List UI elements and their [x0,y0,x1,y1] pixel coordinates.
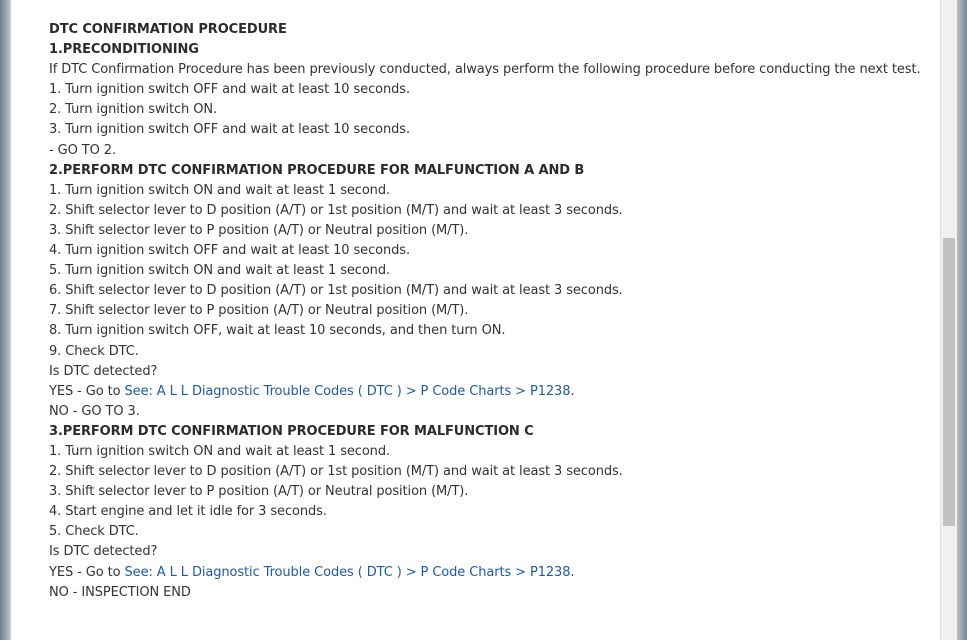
section-2-question: Is DTC detected? [49,363,158,379]
section-3-step: 2. Shift selector lever to D position (A/T) or 1st position (M/T) and wait at least 3 seconds. [49,464,623,480]
yes-suffix: . [570,383,575,399]
section-3-step: 5. Check DTC. [49,524,139,540]
section-3-step: 3. Shift selector lever to P position (A/T) or Neutral position (M/T). [49,484,469,500]
vertical-scrollbar[interactable] [940,0,958,640]
section-2-heading: 2.PERFORM DTC CONFIRMATION PROCEDURE FOR MALFUNCTION A AND B [49,162,585,178]
scrollbar-thumb[interactable] [943,238,955,526]
dtc-p1238-link[interactable]: See: A L L Diagnostic Trouble Codes ( DTC ) > P Code Charts > P1238 [124,383,571,399]
section-3-heading: 3.PERFORM DTC CONFIRMATION PROCEDURE FOR MALFUNCTION C [49,423,534,439]
section-1-heading: 1.PRECONDITIONING [49,42,199,58]
section-1-goto: - GO TO 2. [49,142,116,158]
section-3-question: Is DTC detected? [49,544,158,560]
section-1-step: 3. Turn ignition switch OFF and wait at least 10 seconds. [49,122,410,138]
yes-suffix: . [570,564,575,580]
section-2-no: NO - GO TO 3. [49,403,140,419]
section-2-yes-line [49,382,934,402]
procedure-content [49,20,934,603]
yes-prefix: YES - Go to [49,564,125,580]
section-2-step: 4. Turn ignition switch OFF and wait at least 10 seconds. [49,243,410,259]
section-1-step: 2. Turn ignition switch ON. [49,102,218,118]
dtc-p1238-link[interactable]: See: A L L Diagnostic Trouble Codes ( DTC ) > P Code Charts > P1238 [124,564,571,580]
section-3-yes-line [49,563,934,583]
document-title: DTC CONFIRMATION PROCEDURE [49,22,287,37]
background-edge-right [957,0,967,640]
section-3-step: 4. Start engine and let it idle for 3 seconds. [49,504,327,520]
section-2-step: 7. Shift selector lever to P position (A/T) or Neutral position (M/T). [49,303,469,319]
section-1-step: 1. Turn ignition switch OFF and wait at least 10 seconds. [49,82,410,98]
section-2-step: 3. Shift selector lever to P position (A/T) or Neutral position (M/T). [49,222,469,238]
section-2-step: 8. Turn ignition switch OFF, wait at least 10 seconds, and then turn ON. [49,323,506,339]
section-1-intro: If DTC Confirmation Procedure has been previously conducted, always perform the following procedure before conducting the next test. [49,62,921,78]
section-2-step: 2. Shift selector lever to D position (A/T) or 1st position (M/T) and wait at least 3 seconds. [49,202,623,218]
section-2-step: 5. Turn ignition switch ON and wait at least 1 second. [49,263,391,279]
section-2-step: 6. Shift selector lever to D position (A/T) or 1st position (M/T) and wait at least 3 seconds. [49,283,623,299]
yes-prefix: YES - Go to [49,383,125,399]
section-3-no: NO - INSPECTION END [49,584,191,600]
section-2-step: 1. Turn ignition switch ON and wait at least 1 second. [49,182,391,198]
section-3-step: 1. Turn ignition switch ON and wait at least 1 second. [49,443,391,459]
section-2-step: 9. Check DTC. [49,343,139,359]
background-edge-left [0,0,10,640]
document-panel [10,0,941,640]
